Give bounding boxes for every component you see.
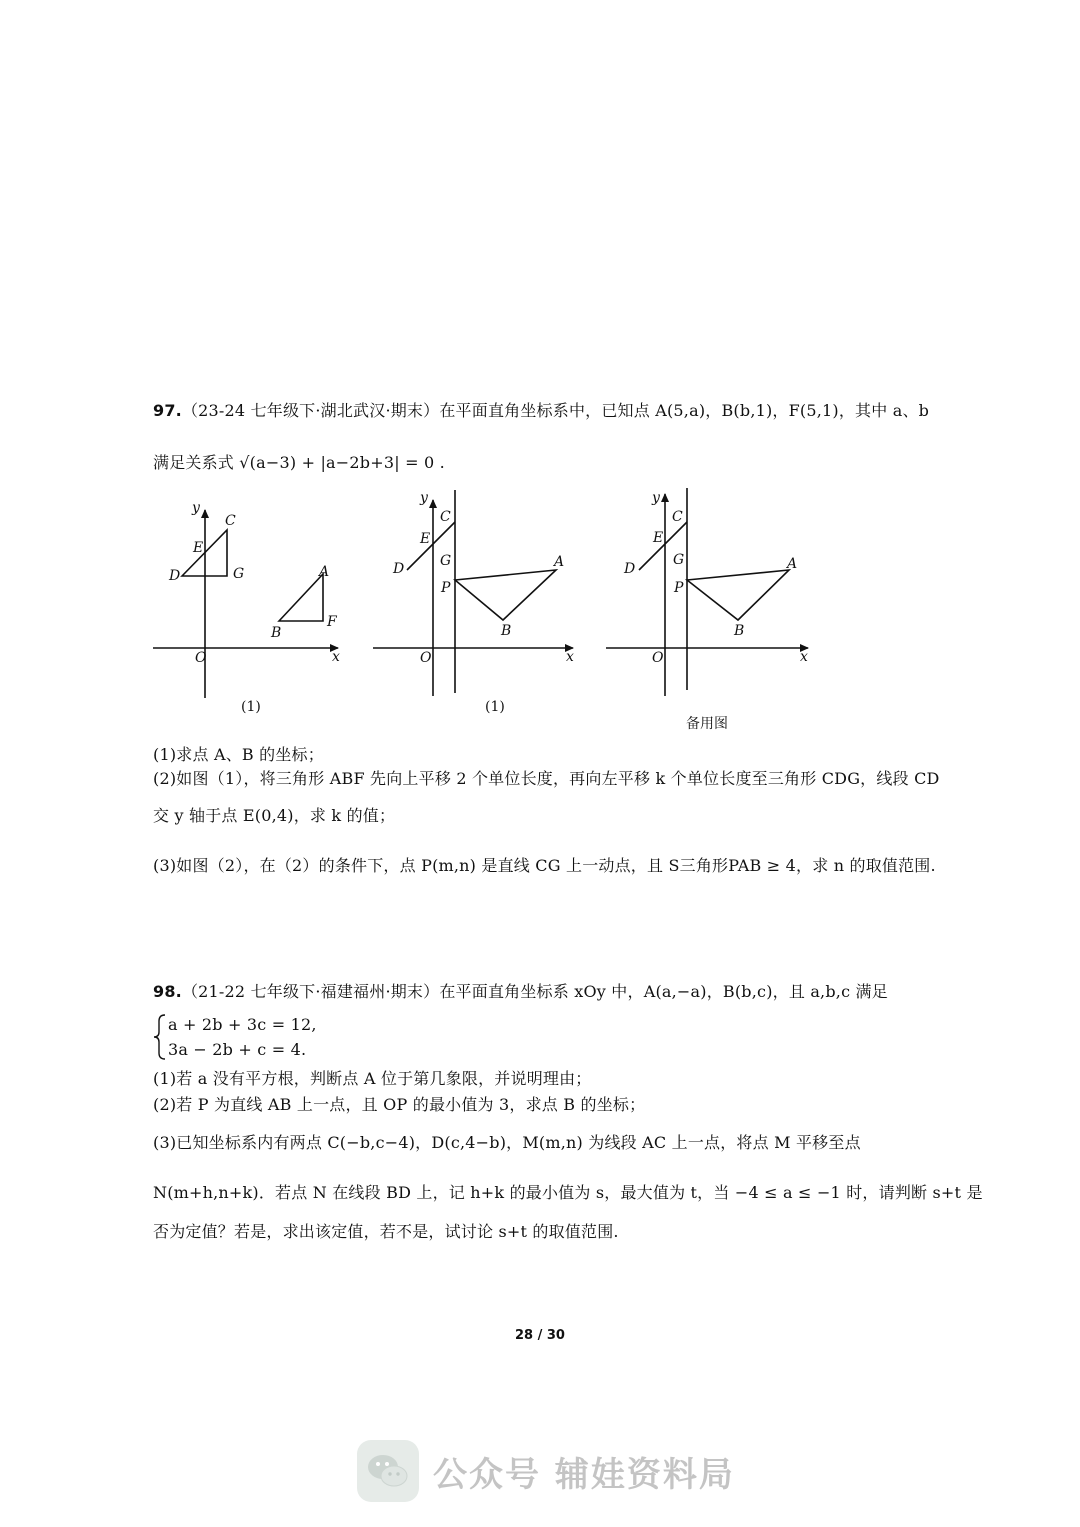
fig3-label-g: G: [673, 552, 685, 568]
fig2-label-y: y: [420, 490, 428, 506]
watermark-text: 公众号 辅娃资料局: [433, 1454, 735, 1495]
fig1-label-o: O: [195, 650, 207, 666]
fig1-label-e: E: [193, 540, 204, 556]
fig1-caption: (1): [241, 699, 261, 715]
q98-source: （21-22 七年级下·福建福州·期末）: [181, 982, 440, 1001]
q98-brace: [153, 1013, 167, 1061]
fig3-caption: 备用图: [686, 716, 728, 732]
fig1-label-f: F: [327, 614, 337, 630]
fig3-label-p: P: [674, 580, 684, 596]
q98-line1: [153, 979, 888, 1002]
q97-sub2a: (2)如图（1），将三角形 ABF 先向上平移 2 个单位长度，再向左平移 k 个单位长度至三角形 CDG，线段 CD: [153, 769, 940, 788]
fig2-label-c: C: [440, 509, 451, 525]
q98-eq2: 3a − 2b + c = 4.: [168, 1040, 307, 1059]
fig3-label-e: E: [653, 530, 664, 546]
wechat-icon: [357, 1440, 419, 1502]
fig3-label-o: O: [652, 650, 664, 666]
q97-sub3: (3)如图（2），在（2）的条件下，点 P(m,n) 是直线 CG 上一动点，且 S三角形PAB ≥ 4，求 n 的取值范围.: [153, 856, 936, 875]
q97-figures: [0, 488, 1080, 748]
q97-line2: 满足关系式 √(a−3) + |a−2b+3| = 0 .: [153, 453, 445, 472]
fig1-label-g: G: [233, 566, 245, 582]
fig2-label-a: A: [554, 554, 565, 570]
q97-line1: [153, 398, 929, 421]
fig2-label-g: G: [440, 553, 452, 569]
q98-sub2: (2)若 P 为直线 AB 上一点，且 OP 的最小值为 3，求点 B 的坐标；: [153, 1095, 646, 1114]
q98-number: 98.: [153, 982, 182, 1001]
fig3-triangle-pab: [687, 570, 789, 620]
page-number: 28 / 30: [515, 1328, 565, 1343]
watermark: [357, 1438, 735, 1504]
fig3-label-b: B: [734, 623, 745, 639]
fig1-label-y: y: [192, 500, 200, 516]
fig2-triangle-pab: [455, 570, 556, 620]
fig1-label-d: D: [169, 568, 181, 584]
q98-sub3a: (3)已知坐标系内有两点 C(−b,c−4)，D(c,4−b)，M(m,n) 为线段 AC 上一点，将点 M 平移至点: [153, 1133, 861, 1152]
fig3-label-d: D: [624, 561, 636, 577]
fig1-label-x: x: [332, 649, 340, 665]
q97-source: （23-24 七年级下·湖北武汉·期末）: [181, 401, 440, 420]
q98-sub3c: 否为定值？若是，求出该定值，若不是，试讨论 s+t 的取值范围.: [153, 1222, 619, 1241]
q97-stem: 在平面直角坐标系中，已知点 A(5,a)，B(b,1)，F(5,1)，其中 a、b: [439, 401, 930, 420]
fig2-caption: (1): [485, 699, 505, 715]
fig2-label-d: D: [393, 561, 405, 577]
q98-sub1: (1)若 a 没有平方根，判断点 A 位于第几象限，并说明理由；: [153, 1069, 592, 1088]
fig3-label-y: y: [652, 490, 660, 506]
fig1-triangle-abf: [279, 574, 323, 621]
fig2-label-x: x: [566, 649, 574, 665]
fig2-label-o: O: [420, 650, 432, 666]
fig1-label-a: A: [319, 564, 330, 580]
q97-sub1: (1)求点 A、B 的坐标；: [153, 745, 324, 764]
q98-sub3b: N(m+h,n+k)．若点 N 在线段 BD 上，记 h+k 的最小值为 s，最大值为 t，当 −4 ≤ a ≤ −1 时，请判断 s+t 是: [153, 1183, 983, 1202]
fig3-label-x: x: [800, 649, 808, 665]
q97-sub2b: 交 y 轴于点 E(0,4)，求 k 的值；: [153, 806, 396, 825]
q98-eq1: a + 2b + 3c = 12,: [168, 1015, 317, 1034]
fig2-label-e: E: [420, 531, 431, 547]
fig1-label-b: B: [271, 625, 282, 641]
q98-stem: 在平面直角坐标系 xOy 中，A(a,−a)，B(b,c)，且 a,b,c 满足: [439, 982, 888, 1001]
fig3-label-c: C: [672, 509, 683, 525]
fig3-label-a: A: [787, 556, 798, 572]
fig2-label-b: B: [501, 623, 512, 639]
fig2-label-p: P: [441, 580, 451, 596]
fig1-label-c: C: [225, 513, 236, 529]
q97-number: 97.: [153, 401, 182, 420]
